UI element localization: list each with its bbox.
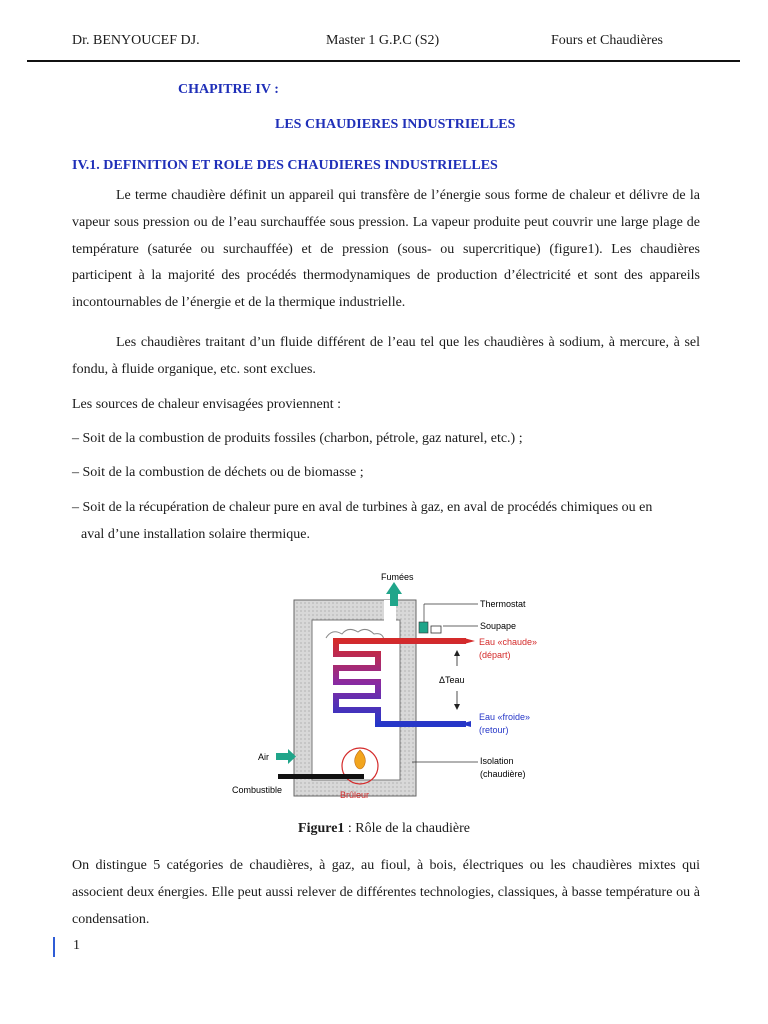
label-isolation-chaudiere: (chaudière) xyxy=(480,769,526,779)
label-combustible: Combustible xyxy=(232,785,283,795)
header-author: Dr. BENYOUCEF DJ. xyxy=(72,33,200,48)
thermostat-box xyxy=(419,622,428,633)
hot-water-arrow xyxy=(464,638,475,644)
soupape-valve xyxy=(431,626,441,633)
label-air: Air xyxy=(258,752,269,762)
boiler-diagram xyxy=(228,566,548,804)
list-item-recuperation: – Soit de la récupération de chaleur pure en aval de turbines à gaz, en aval de procédés chimiques ou en xyxy=(72,500,653,515)
air-arrow xyxy=(276,749,296,764)
figure-caption-label: Figure1 xyxy=(298,821,345,836)
chapter-number: CHAPITRE IV : xyxy=(178,82,279,97)
label-eau-chaude: Eau «chaude» xyxy=(479,637,538,647)
header-rule xyxy=(27,60,740,62)
label-delta-teau: ΔTeau xyxy=(439,675,465,685)
header-course: Master 1 G.P.C (S2) xyxy=(326,33,440,48)
list-item-fossiles: – Soit de la combustion de produits fossiles (charbon, pétrole, gaz naturel, etc.) ; xyxy=(72,431,523,446)
page-marker xyxy=(53,937,55,957)
label-depart: (départ) xyxy=(479,650,511,660)
paragraph-sources: Les sources de chaleur envisagées proviennent : xyxy=(72,397,342,412)
paragraph-exclusions: Les chaudières traitant d’un fluide différent de l’eau tel que les chaudières à sodium, à mercure, à sel fondu, à fluide organique, etc. sont exclues. xyxy=(72,335,700,377)
label-eau-froide: Eau «froide» xyxy=(479,712,531,722)
header-subject: Fours et Chaudières xyxy=(551,33,663,48)
paragraph-definition: Le terme chaudière définit un appareil qui transfère de l’énergie sous forme de chaleur et délivre de la vapeur sous pression ou de l’eau surchauffée sous pression. La vapeur produite peut couvrir une large plage de température (saturée ou surchauffée) et de pression (sous- ou supercritique) (figure1). Les chaudières participent à la majorité des procédés thermodynamiques de production d’électricité et sont des appareils incontournables de l’énergie et de la thermique industrielle. xyxy=(72,188,700,311)
burner-tube xyxy=(278,774,364,779)
label-bruleur: Brûleur xyxy=(340,790,370,800)
figure-caption-text: : Rôle de la chaudière xyxy=(344,821,470,836)
figure-caption xyxy=(0,821,768,837)
label-retour: (retour) xyxy=(479,725,509,735)
label-fumees: Fumées xyxy=(381,572,414,582)
list-item-recuperation-cont: aval d’une installation solaire thermique. xyxy=(81,527,310,542)
label-thermostat: Thermostat xyxy=(480,599,526,609)
chapter-title: LES CHAUDIERES INDUSTRIELLES xyxy=(275,117,516,132)
section-title: IV.1. DEFINITION ET ROLE DES CHAUDIERES INDUSTRIELLES xyxy=(72,158,498,173)
label-soupape: Soupape xyxy=(480,621,517,631)
label-isolation: Isolation xyxy=(480,756,514,766)
page-number: 1 xyxy=(73,938,80,953)
paragraph-categories: On distingue 5 catégories de chaudières, à gaz, au fioul, à bois, électriques ou les chaudières mixtes qui associent deux énergies. Elle peut aussi relever de différentes technologies, classiques, à basse température ou à condensation. xyxy=(72,858,700,927)
list-item-dechets: – Soit de la combustion de déchets ou de biomasse ; xyxy=(72,465,364,480)
